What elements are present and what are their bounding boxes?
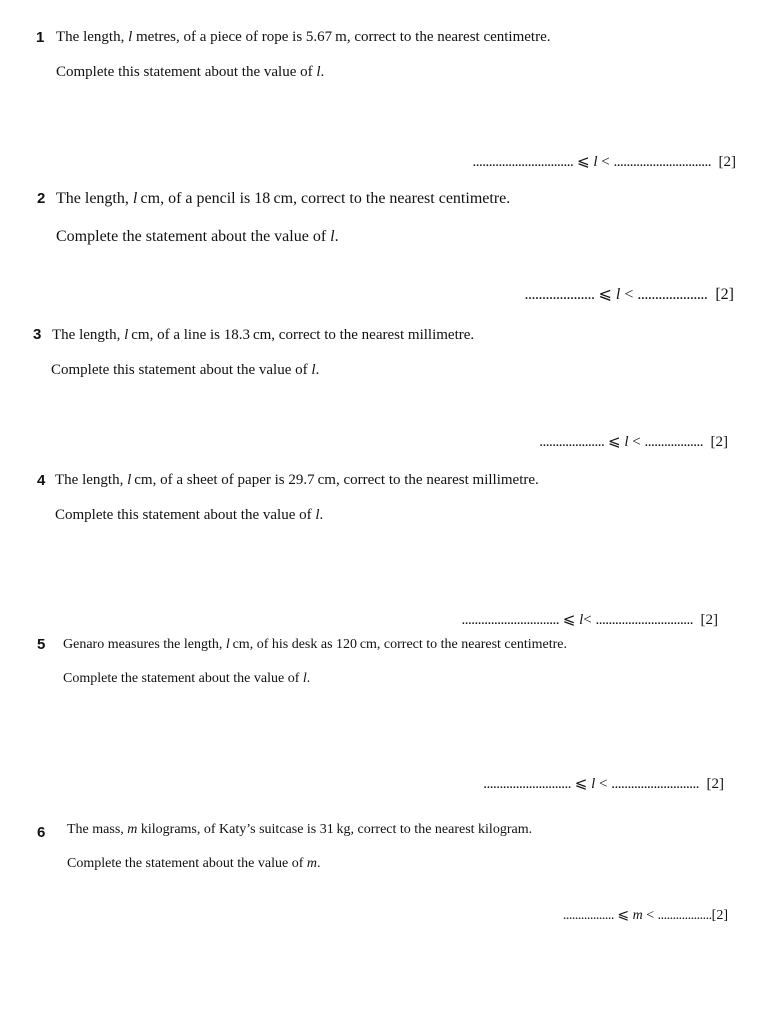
question-number: 6 <box>37 824 46 841</box>
relation-symbol: < <box>583 612 596 628</box>
variable: l <box>302 671 307 686</box>
question-stem <box>56 29 551 46</box>
variable: l <box>128 29 133 45</box>
relation-symbol: ⩽ <box>559 612 580 628</box>
instruction-text: . <box>315 362 320 378</box>
variable: l <box>127 472 132 488</box>
relation-symbol: ⩽ <box>571 776 592 792</box>
instruction-text: . <box>319 507 324 523</box>
instruction-text: Complete the statement about the value of <box>67 856 307 871</box>
variable: l <box>591 776 596 792</box>
marks: [2] <box>711 908 728 923</box>
question-stem <box>63 637 567 653</box>
stem-text: The length, <box>52 327 125 343</box>
question-stem <box>56 190 510 208</box>
instruction-text: Complete the statement about the value of <box>56 228 331 245</box>
stem-text: Genaro measures the length, <box>63 637 226 652</box>
relation-symbol: ⩽ <box>613 908 633 923</box>
instruction-text: Complete the statement about the value of <box>63 671 303 686</box>
variable: l <box>615 286 621 303</box>
answer-line <box>462 610 718 629</box>
marks: [2] <box>706 776 724 792</box>
stem-text: kilograms, of Katy’s suitcase is 31 kg, correct to the nearest kilogram. <box>137 822 533 837</box>
stem-text: The length, <box>55 472 128 488</box>
relation-symbol: < <box>620 286 638 303</box>
relation-symbol: < <box>642 908 658 923</box>
instruction-text: Complete this statement about the value of <box>56 64 317 80</box>
answer-blank-upper[interactable]: ........................... <box>611 776 699 792</box>
answer-blank-lower[interactable]: ............................... <box>472 154 574 170</box>
answer-blank-lower[interactable]: .............................. <box>461 612 560 628</box>
variable: m <box>306 856 317 871</box>
stem-text: cm, of a pencil is 18 cm, correct to the nearest centimetre. <box>137 190 511 207</box>
stem-text: metres, of a piece of rope is 5.67 m, correct to the nearest centimetre. <box>132 29 551 45</box>
variable: l <box>624 434 629 450</box>
stem-text: The length, <box>56 29 129 45</box>
question-instruction <box>67 856 321 872</box>
question-instruction <box>55 507 323 524</box>
marks: [2] <box>700 612 718 628</box>
instruction-text: Complete this statement about the value of <box>55 507 316 523</box>
stem-text: cm, of his desk as 120 cm, correct to the nearest centimetre. <box>229 637 567 652</box>
variable: l <box>315 507 320 523</box>
question-number: 1 <box>36 29 45 46</box>
question-instruction <box>56 228 339 246</box>
relation-symbol: ⩽ <box>573 154 594 170</box>
instruction-text: . <box>317 856 321 871</box>
answer-blank-lower[interactable]: .................... <box>539 434 605 450</box>
marks: [2] <box>718 154 736 170</box>
question-number: 3 <box>33 326 42 343</box>
answer-blank-upper[interactable]: .............................. <box>595 612 693 628</box>
stem-text: cm, of a sheet of paper is 29.7 cm, correct to the nearest millimetre. <box>131 472 539 488</box>
answer-line <box>524 284 734 304</box>
relation-symbol: ⩽ <box>604 434 625 450</box>
answer-line <box>473 152 736 171</box>
stem-text: The mass, <box>67 822 128 837</box>
instruction-text: . <box>306 671 311 686</box>
relation-symbol: < <box>595 776 612 792</box>
answer-blank-upper[interactable]: .................. <box>657 908 712 923</box>
answer-blank-upper[interactable]: .............................. <box>613 154 711 170</box>
relation-symbol: ⩽ <box>594 286 616 303</box>
instruction-text: . <box>334 228 339 245</box>
answer-blank-lower[interactable]: ................. <box>562 908 614 923</box>
answer-line <box>483 774 724 793</box>
variable: l <box>593 154 598 170</box>
question-stem <box>52 327 474 344</box>
instruction-text: Complete this statement about the value of <box>51 362 312 378</box>
variable: l <box>124 327 129 343</box>
variable: l <box>579 612 584 628</box>
question-stem <box>67 822 532 838</box>
question-instruction <box>51 362 319 379</box>
question-number: 5 <box>37 636 46 653</box>
relation-symbol: < <box>597 154 614 170</box>
question-instruction <box>56 64 324 81</box>
stem-text: cm, of a line is 18.3 cm, correct to the nearest millimetre. <box>128 327 475 343</box>
variable: l <box>330 228 335 245</box>
marks: [2] <box>715 286 734 303</box>
answer-blank-upper[interactable]: .................. <box>644 434 703 450</box>
stem-text: The length, <box>56 190 133 207</box>
answer-blank-lower[interactable]: .................... <box>524 286 595 303</box>
answer-blank-lower[interactable]: ........................... <box>483 776 572 792</box>
question-number: 2 <box>37 190 46 207</box>
question-stem <box>55 472 539 489</box>
answer-line <box>563 907 728 924</box>
question-number: 4 <box>37 472 46 489</box>
variable: m <box>632 908 643 923</box>
variable: m <box>127 822 138 837</box>
variable: l <box>316 64 321 80</box>
variable: l <box>132 190 138 207</box>
instruction-text: . <box>320 64 325 80</box>
variable: l <box>225 637 230 652</box>
answer-line <box>539 432 728 451</box>
relation-symbol: < <box>628 434 645 450</box>
marks: [2] <box>710 434 728 450</box>
question-instruction <box>63 671 310 687</box>
answer-blank-upper[interactable]: .................... <box>637 286 708 303</box>
variable: l <box>311 362 316 378</box>
